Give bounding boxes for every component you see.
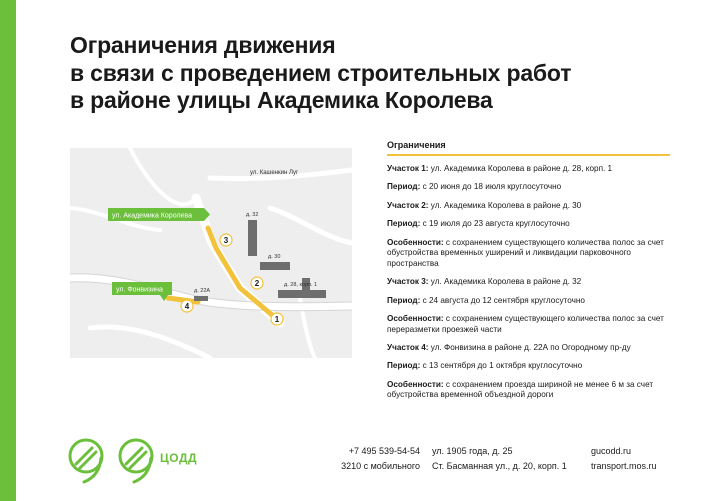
legend-divider bbox=[387, 154, 670, 156]
building-32 bbox=[248, 220, 257, 256]
title-line-2: в связи с проведением строительных работ bbox=[70, 59, 572, 86]
label-b22a: д. 22А bbox=[194, 288, 211, 294]
brand-name: ЦОДД bbox=[160, 451, 198, 465]
footer-addresses bbox=[432, 444, 592, 474]
entry-period-4: Период: с 13 сентября до 1 октября круглосуточно bbox=[387, 361, 583, 371]
label-korolev: ул. Академика Королева bbox=[112, 212, 192, 220]
road-east bbox=[270, 208, 352, 243]
legend-title: Ограничения bbox=[387, 140, 446, 150]
entry-period-2: Период: с 19 июля до 23 августа круглосуточно bbox=[387, 219, 570, 229]
footer-site-1[interactable]: gucodd.ru bbox=[591, 446, 632, 456]
legend-header bbox=[387, 140, 670, 150]
entry-features-2: Особенности: с сохранением существующего количества полос за счет обустройства временных уширений и ликвидации парковочного пространства bbox=[387, 237, 664, 268]
footer-site-2[interactable]: transport.mos.ru bbox=[591, 461, 657, 471]
footer-address-1: ул. 1905 года, д. 25 bbox=[432, 446, 513, 456]
entry-section-4: Участок 4: ул. Фонвизина в районе д. 22А по Огородному пр-ду bbox=[387, 342, 631, 352]
footer-address-2: Ст. Басманная ул., д. 20, корп. 1 bbox=[432, 461, 567, 471]
logo-mark-1 bbox=[70, 440, 102, 482]
road-north bbox=[130, 148, 196, 204]
area-map bbox=[70, 148, 352, 358]
building-30 bbox=[260, 262, 290, 270]
title-line-1: Ограничения движения bbox=[70, 32, 336, 58]
entry-features-4: Особенности: с сохранением проезда шириной не менее 6 м за счет обустройства временной объездной дороги bbox=[387, 379, 654, 400]
footer-websites bbox=[591, 444, 691, 474]
marker-1: 1 bbox=[274, 315, 280, 324]
label-fonvizin-badge bbox=[112, 282, 172, 301]
map-roads bbox=[70, 148, 352, 358]
entry-period-3: Период: с 24 августа до 12 сентября круглосуточно bbox=[387, 295, 585, 305]
logo-mark-2 bbox=[120, 440, 152, 482]
building-28 bbox=[278, 290, 326, 298]
label-kashenkin: ул. Кашенкин Луг bbox=[250, 170, 299, 176]
entry-section-2: Участок 2: ул. Академика Королева в районе д. 30 bbox=[387, 200, 582, 210]
entry-section-3: Участок 3: ул. Академика Королева в районе д. 32 bbox=[387, 277, 582, 287]
entry-features-3: Особенности: с сохранением существующего количества полос за счет переразметки проезжей части bbox=[387, 313, 664, 334]
footer-phones bbox=[325, 444, 420, 474]
footer-mobile: 3210 с мобильного bbox=[341, 461, 420, 471]
footer-phone[interactable]: +7 495 539-54-54 bbox=[348, 446, 420, 456]
label-korolev-badge bbox=[108, 208, 210, 221]
restrictions-list bbox=[387, 164, 677, 409]
map-canvas bbox=[70, 148, 352, 358]
building-22a bbox=[194, 296, 208, 301]
title-line-3: в районе улицы Академика Королева bbox=[70, 87, 493, 113]
marker-2: 2 bbox=[254, 279, 260, 288]
marker-3: 3 bbox=[223, 236, 229, 245]
marker-4: 4 bbox=[184, 302, 190, 311]
road-south bbox=[90, 327, 210, 358]
entry-section-1: Участок 1: ул. Академика Королева в районе д. 28, корп. 1 bbox=[387, 164, 613, 173]
label-b30: д. 30 bbox=[268, 254, 281, 260]
left-accent-bar bbox=[0, 0, 16, 501]
label-b32: д. 32 bbox=[246, 212, 259, 218]
label-fonvizin: ул. Фонвизина bbox=[116, 286, 163, 294]
entry-period-1: Период: с 20 июня до 18 июля круглосуточно bbox=[387, 182, 562, 192]
label-b28: д. 28, корп. 1 bbox=[284, 282, 318, 288]
page-title bbox=[70, 32, 690, 115]
